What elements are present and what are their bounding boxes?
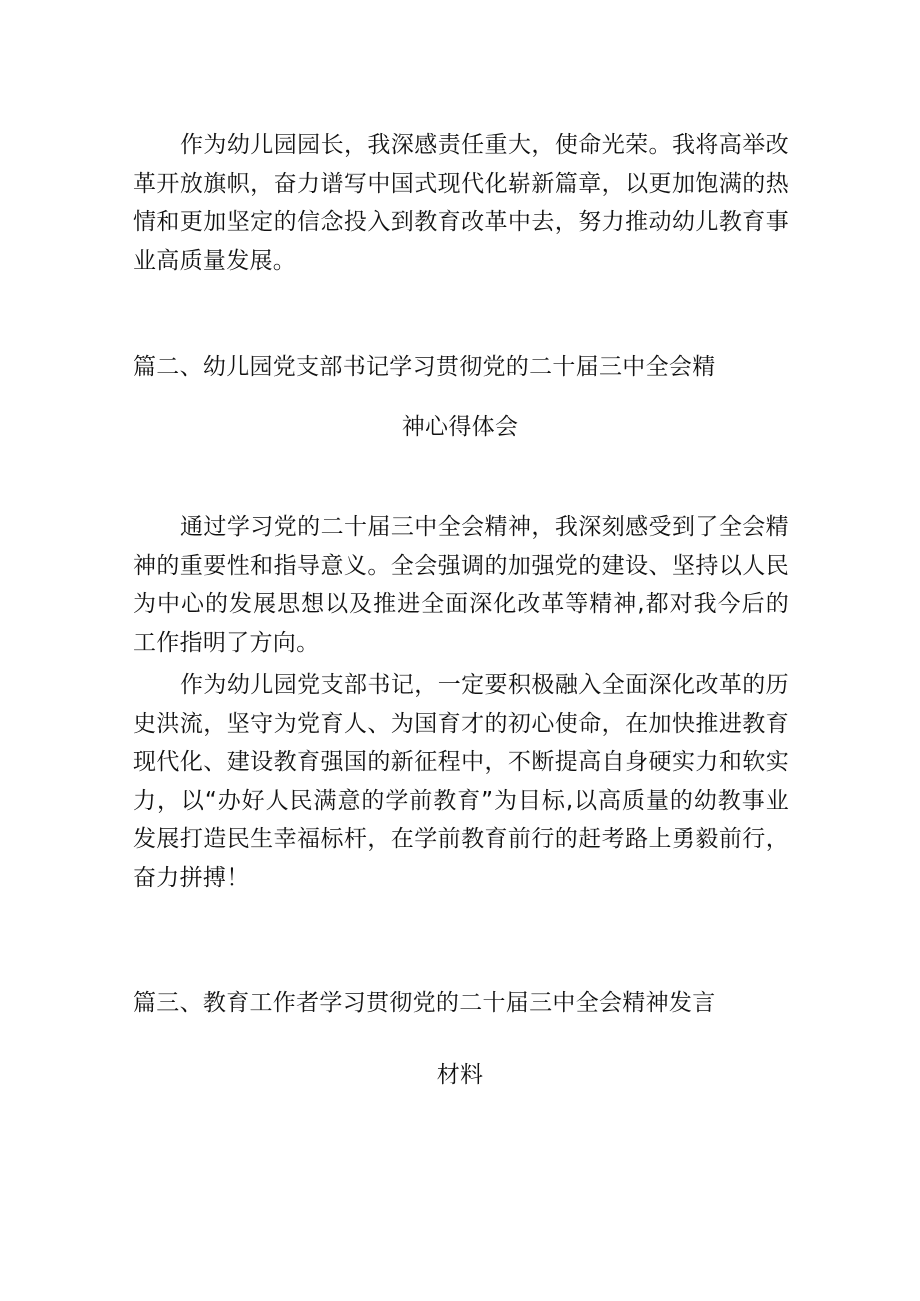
section-three-heading-line2: 材料 xyxy=(436,1062,484,1088)
section-two-heading-line1: 篇二、幼儿园党支部书记学习贯彻党的二十届三中全会精 xyxy=(133,354,716,380)
paragraph-study-insights: 通过学习党的二十届三中全会精神，我深刻感受到了全会精神的重要性和指导意义。全会强调的加强党的建设、坚持以人民为中心的发展思想以及推进全面深化改革等精神,都对我今后的工作指明了方向。 xyxy=(133,514,789,656)
section-three-heading-line1: 篇三、教育工作者学习贯彻党的二十届三中全会精神发言 xyxy=(133,990,716,1016)
paragraph-principal-resolve: 作为幼儿园园长，我深感责任重大，使命光荣。我将高举改革开放旗帜，奋力谱写中国式现代化崭新篇章，以更加饱满的热情和更加坚定的信念投入到教育改革中去，努力推动幼儿教育事业高质量发展。 xyxy=(133,132,789,274)
section-two-heading-line2: 神心得体会 xyxy=(401,414,519,440)
paragraph-party-secretary-commitment: 作为幼儿园党支部书记，一定要积极融入全面深化改革的历史洪流，坚守为党育人、为国育才的初心使命，在加快推进教育现代化、建设教育强国的新征程中，不断提高自身硬实力和软实力，以“办好人民满意的学前教育”为目标,以高质量的幼教事业发展打造民生幸福标杆，在学前教育前行的赶考路上勇毅前行，奋力拼搏！ xyxy=(133,672,789,891)
